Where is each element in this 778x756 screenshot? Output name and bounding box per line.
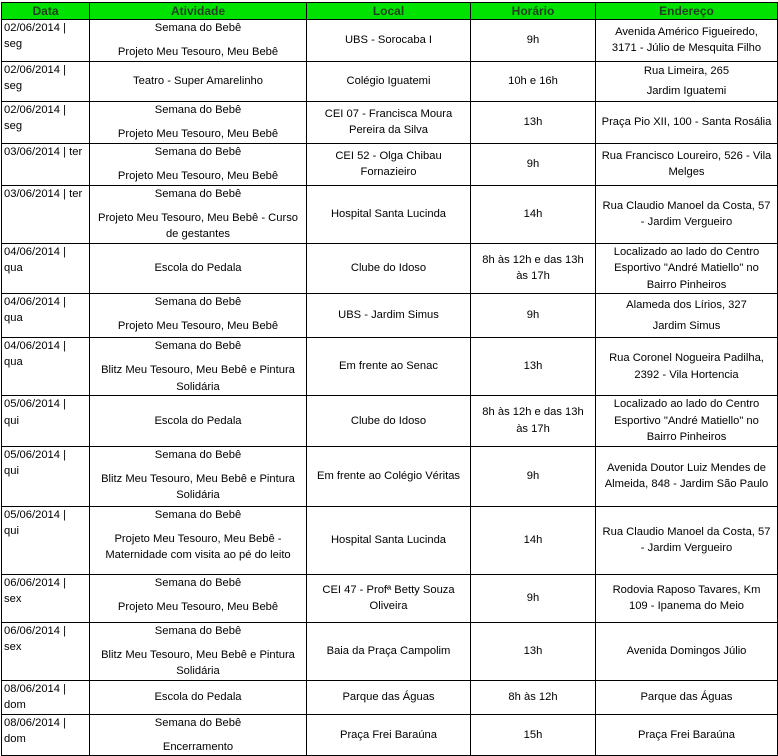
data-line: 03/06/2014 | ter bbox=[4, 145, 83, 158]
cell-data bbox=[2, 294, 90, 338]
endereco-line: Parque das Águas bbox=[640, 690, 733, 703]
atividade-line: Encerramento bbox=[162, 740, 234, 753]
cell-horario bbox=[471, 61, 596, 101]
table-row bbox=[2, 185, 778, 243]
local-line: Colégio Iguatemi bbox=[346, 75, 431, 88]
cell-horario bbox=[471, 574, 596, 622]
cell-horario bbox=[471, 338, 596, 396]
endereco-line: Rua Claudio Manoel da Costa, 57 bbox=[602, 199, 771, 212]
cell-horario bbox=[471, 396, 596, 446]
local-line: Fornazieiro bbox=[360, 166, 417, 179]
endereco-line: Rua Francisco Loureiro, 526 - Vila bbox=[601, 149, 772, 162]
table-row bbox=[2, 101, 778, 143]
horario-line: 9h bbox=[526, 469, 540, 482]
cell-local bbox=[307, 680, 471, 714]
horario-line: 9h bbox=[526, 34, 540, 47]
cell-data bbox=[2, 185, 90, 243]
horario-line: 8h às 12h e das 13h bbox=[482, 406, 584, 419]
cell-local bbox=[307, 61, 471, 101]
table-row bbox=[2, 574, 778, 622]
atividade-line: Semana do Bebê bbox=[154, 448, 242, 461]
atividade-line: Maternidade com visita ao pé do leito bbox=[105, 549, 291, 562]
endereco-line: Bairro Pinheiros bbox=[646, 431, 727, 444]
endereco-line: Almeida, 848 - Jardim São Paulo bbox=[604, 478, 769, 490]
cell-atividade bbox=[90, 680, 307, 714]
cell-atividade bbox=[90, 396, 307, 446]
data-line: 04/06/2014 | bbox=[4, 296, 67, 309]
table-row bbox=[2, 294, 778, 338]
atividade-line: Blitz Meu Tesouro, Meu Bebê e Pintura bbox=[101, 472, 295, 485]
data-line: qua bbox=[4, 356, 23, 369]
spacer bbox=[92, 160, 304, 168]
endereco-line: Praça Pio XII, 100 - Santa Rosália bbox=[601, 116, 772, 129]
endereco-line: Jardim Simus bbox=[652, 319, 721, 332]
local-line: UBS - Jardim Simus bbox=[338, 309, 439, 322]
cell-horario bbox=[471, 20, 596, 62]
atividade-line: Semana do Bebê bbox=[154, 340, 242, 353]
cell-local bbox=[307, 20, 471, 62]
cell-data bbox=[2, 446, 90, 506]
cell-atividade bbox=[90, 101, 307, 143]
local-line: Praça Frei Baraúna bbox=[339, 728, 437, 741]
endereco-line: 109 - Ipanema do Meio bbox=[628, 600, 745, 612]
table-row bbox=[2, 61, 778, 101]
cell-local bbox=[307, 338, 471, 396]
cell-data bbox=[2, 338, 90, 396]
table-row bbox=[2, 338, 778, 396]
endereco-line: 2392 - Vila Hortencia bbox=[634, 368, 739, 381]
atividade-line: Semana do Bebê bbox=[154, 296, 242, 309]
header-atividade: Atividade bbox=[90, 3, 307, 20]
horario-line: 14h bbox=[523, 533, 543, 546]
horario-line: 15h bbox=[523, 728, 543, 741]
atividade-line: Projeto Meu Tesouro, Meu Bebê bbox=[117, 170, 279, 183]
cell-endereco bbox=[596, 143, 778, 185]
cell-endereco bbox=[596, 61, 778, 101]
horario-line: 13h bbox=[523, 644, 543, 657]
atividade-line: Semana do Bebê bbox=[154, 624, 242, 637]
atividade-line: Solidária bbox=[176, 380, 220, 393]
atividade-line: Projeto Meu Tesouro, Meu Bebê bbox=[117, 320, 279, 333]
cell-endereco bbox=[596, 20, 778, 62]
local-line: Oliveira bbox=[369, 600, 408, 612]
atividade-line: Semana do Bebê bbox=[154, 716, 242, 729]
local-line: Em frente ao Senac bbox=[339, 360, 438, 373]
horario-line: 9h bbox=[526, 591, 540, 604]
table-row bbox=[2, 680, 778, 714]
data-line: 08/06/2014 | bbox=[4, 716, 67, 729]
endereco-line: Avenida Américo Figueiredo, bbox=[615, 26, 758, 38]
cell-local bbox=[307, 446, 471, 506]
atividade-line: Semana do Bebê bbox=[154, 576, 242, 589]
cell-endereco bbox=[596, 294, 778, 338]
local-line: Parque das Águas bbox=[342, 690, 435, 703]
header-endereco: Endereço bbox=[596, 3, 778, 20]
atividade-line: Escola do Pedala bbox=[154, 262, 242, 275]
endereco-line: Rua Coronel Nogueira Padilha, bbox=[609, 352, 764, 365]
cell-data bbox=[2, 680, 90, 714]
cell-local bbox=[307, 294, 471, 338]
atividade-line: de gestantes bbox=[165, 228, 231, 241]
cell-atividade bbox=[90, 622, 307, 680]
header-horario: Horário bbox=[471, 3, 596, 20]
table-row bbox=[2, 622, 778, 680]
data-line: 05/06/2014 | bbox=[4, 508, 67, 521]
endereco-line: Alameda dos Lírios, 327 bbox=[626, 299, 747, 312]
atividade-line: Escola do Pedala bbox=[154, 414, 242, 427]
cell-horario bbox=[471, 294, 596, 338]
horario-line: 9h bbox=[526, 309, 540, 322]
spacer bbox=[92, 202, 304, 210]
cell-atividade bbox=[90, 506, 307, 574]
header-data: Data bbox=[2, 3, 90, 20]
spacer bbox=[92, 354, 304, 362]
endereco-line: Localizado ao lado do Centro bbox=[613, 245, 760, 258]
data-line: seg bbox=[4, 120, 23, 133]
atividade-line: Projeto Meu Tesouro, Meu Bebê - bbox=[114, 532, 282, 545]
table-row bbox=[2, 243, 778, 293]
local-line: CEI 47 - Profª Betty Souza bbox=[322, 583, 455, 596]
data-line: seg bbox=[4, 80, 23, 93]
cell-horario bbox=[471, 680, 596, 714]
spacer bbox=[92, 523, 304, 531]
cell-horario bbox=[471, 185, 596, 243]
spacer bbox=[92, 463, 304, 471]
data-line: qui bbox=[4, 524, 19, 537]
data-line: seg bbox=[4, 38, 23, 51]
data-line: sex bbox=[4, 640, 22, 653]
atividade-line: Projeto Meu Tesouro, Meu Bebê bbox=[117, 128, 279, 141]
local-line: UBS - Sorocaba I bbox=[344, 34, 433, 47]
data-line: 02/06/2014 | bbox=[4, 103, 67, 116]
local-line: Hospital Santa Lucinda bbox=[330, 208, 447, 221]
data-line: 04/06/2014 | bbox=[4, 245, 67, 258]
data-line: 04/06/2014 | bbox=[4, 340, 67, 353]
spacer bbox=[92, 639, 304, 647]
table-body bbox=[2, 20, 778, 756]
data-line: qua bbox=[4, 262, 23, 275]
horario-line: 13h bbox=[523, 116, 543, 129]
endereco-line: Avenida Domingos Júlio bbox=[626, 644, 747, 657]
endereco-line: - Jardim Vergueiro bbox=[640, 216, 733, 229]
atividade-line: Blitz Meu Tesouro, Meu Bebê e Pintura bbox=[101, 648, 295, 661]
header-local: Local bbox=[307, 3, 471, 20]
endereco-line: Localizado ao lado do Centro bbox=[613, 398, 760, 411]
endereco-line: 3171 - Júlio de Mesquita Filho bbox=[611, 42, 762, 55]
data-line: dom bbox=[4, 699, 26, 712]
table-row bbox=[2, 143, 778, 185]
cell-endereco bbox=[596, 185, 778, 243]
horario-line: 10h e 16h bbox=[508, 75, 558, 88]
cell-local bbox=[307, 185, 471, 243]
cell-local bbox=[307, 101, 471, 143]
cell-endereco bbox=[596, 574, 778, 622]
endereco-line: Avenida Doutor Luiz Mendes de bbox=[606, 461, 766, 474]
endereco-line: Praça Frei Baraúna bbox=[637, 728, 735, 741]
data-line: sex bbox=[4, 592, 22, 605]
cell-data bbox=[2, 243, 90, 293]
horario-line: 13h bbox=[523, 360, 543, 373]
cell-atividade bbox=[90, 294, 307, 338]
horario-line: 8h às 12h bbox=[508, 690, 558, 703]
data-line: 06/06/2014 | bbox=[4, 576, 67, 589]
atividade-line: Solidária bbox=[176, 489, 220, 502]
data-line: 06/06/2014 | bbox=[4, 624, 67, 637]
local-line: Clube do Idoso bbox=[350, 262, 427, 275]
cell-local bbox=[307, 243, 471, 293]
atividade-line: Escola do Pedala bbox=[154, 690, 242, 703]
cell-local bbox=[307, 143, 471, 185]
atividade-line: Projeto Meu Tesouro, Meu Bebê bbox=[117, 600, 279, 613]
cell-data bbox=[2, 101, 90, 143]
cell-local bbox=[307, 622, 471, 680]
table-row bbox=[2, 396, 778, 446]
endereco-line: Rua Claudio Manoel da Costa, 57 bbox=[602, 525, 771, 538]
local-line: Clube do Idoso bbox=[350, 414, 427, 427]
endereco-line: Melges bbox=[668, 166, 705, 179]
atividade-line: Semana do Bebê bbox=[154, 508, 242, 521]
cell-horario bbox=[471, 506, 596, 574]
cell-data bbox=[2, 622, 90, 680]
atividade-line: Blitz Meu Tesouro, Meu Bebê e Pintura bbox=[101, 364, 295, 377]
cell-endereco bbox=[596, 506, 778, 574]
spacer bbox=[92, 36, 304, 44]
data-line: 08/06/2014 | bbox=[4, 682, 67, 695]
cell-endereco bbox=[596, 622, 778, 680]
horario-line: 9h bbox=[526, 158, 540, 171]
cell-horario bbox=[471, 446, 596, 506]
horario-line: às 17h bbox=[516, 422, 550, 435]
cell-data bbox=[2, 396, 90, 446]
cell-atividade bbox=[90, 574, 307, 622]
event-schedule-table bbox=[1, 2, 778, 756]
table-row bbox=[2, 20, 778, 62]
cell-data bbox=[2, 143, 90, 185]
atividade-line: Projeto Meu Tesouro, Meu Bebê - Curso bbox=[97, 212, 299, 225]
endereco-line: Rodovia Raposo Tavares, Km bbox=[612, 583, 761, 596]
cell-local bbox=[307, 574, 471, 622]
endereco-line: Esportivo "André Matiello" no bbox=[614, 414, 759, 427]
cell-atividade bbox=[90, 243, 307, 293]
data-line: qua bbox=[4, 312, 23, 325]
cell-data bbox=[2, 61, 90, 101]
cell-local bbox=[307, 396, 471, 446]
table-header-row bbox=[2, 3, 778, 20]
cell-endereco bbox=[596, 396, 778, 446]
horario-line: 14h bbox=[523, 208, 543, 221]
cell-atividade bbox=[90, 446, 307, 506]
cell-data bbox=[2, 574, 90, 622]
spacer bbox=[92, 118, 304, 126]
cell-endereco bbox=[596, 446, 778, 506]
data-line: qui bbox=[4, 414, 19, 427]
atividade-line: Semana do Bebê bbox=[154, 103, 242, 116]
table-row bbox=[2, 506, 778, 574]
local-line: Em frente ao Colégio Véritas bbox=[316, 469, 461, 482]
cell-atividade bbox=[90, 143, 307, 185]
endereco-line: Bairro Pinheiros bbox=[646, 278, 727, 291]
data-line: qui bbox=[4, 464, 19, 477]
local-line: Hospital Santa Lucinda bbox=[330, 533, 447, 546]
cell-endereco bbox=[596, 680, 778, 714]
cell-data bbox=[2, 20, 90, 62]
horario-line: às 17h bbox=[516, 270, 550, 283]
horario-line: 8h às 12h e das 13h bbox=[482, 254, 584, 267]
spacer bbox=[92, 731, 304, 739]
endereco-line: Rua Limeira, 265 bbox=[643, 64, 730, 77]
spacer bbox=[92, 591, 304, 599]
data-line: dom bbox=[4, 732, 26, 745]
cell-endereco bbox=[596, 101, 778, 143]
atividade-line: Semana do Bebê bbox=[154, 187, 242, 200]
data-line: 05/06/2014 | bbox=[4, 448, 67, 461]
atividade-line: Solidária bbox=[176, 665, 220, 678]
data-line: 02/06/2014 | bbox=[4, 63, 67, 76]
atividade-line: Semana do Bebê bbox=[154, 22, 242, 34]
cell-local bbox=[307, 506, 471, 574]
endereco-line: Esportivo "André Matiello" no bbox=[614, 262, 759, 275]
cell-endereco bbox=[596, 243, 778, 293]
local-line: Pereira da Silva bbox=[349, 124, 428, 137]
cell-endereco bbox=[596, 338, 778, 396]
atividade-line: Semana do Bebê bbox=[154, 145, 242, 158]
cell-atividade bbox=[90, 20, 307, 62]
cell-atividade bbox=[90, 338, 307, 396]
atividade-line: Teatro - Super Amarelinho bbox=[133, 75, 263, 88]
endereco-line: Jardim Iguatemi bbox=[646, 85, 727, 98]
cell-atividade bbox=[90, 185, 307, 243]
data-line: 02/06/2014 | bbox=[4, 22, 67, 34]
cell-data bbox=[2, 506, 90, 574]
atividade-line: Projeto Meu Tesouro, Meu Bebê bbox=[117, 46, 279, 59]
data-line: 03/06/2014 | ter bbox=[4, 187, 83, 200]
local-line: CEI 07 - Francisca Moura bbox=[324, 107, 453, 120]
spacer bbox=[92, 310, 304, 318]
data-line: 05/06/2014 | bbox=[4, 398, 67, 411]
table-row bbox=[2, 446, 778, 506]
cell-horario bbox=[471, 243, 596, 293]
cell-atividade bbox=[90, 61, 307, 101]
endereco-line: - Jardim Vergueiro bbox=[640, 542, 733, 554]
cell-horario bbox=[471, 622, 596, 680]
cell-horario bbox=[471, 143, 596, 185]
local-line: Baia da Praça Campolim bbox=[326, 644, 451, 657]
cell-horario bbox=[471, 101, 596, 143]
local-line: CEI 52 - Olga Chibau bbox=[335, 149, 442, 162]
